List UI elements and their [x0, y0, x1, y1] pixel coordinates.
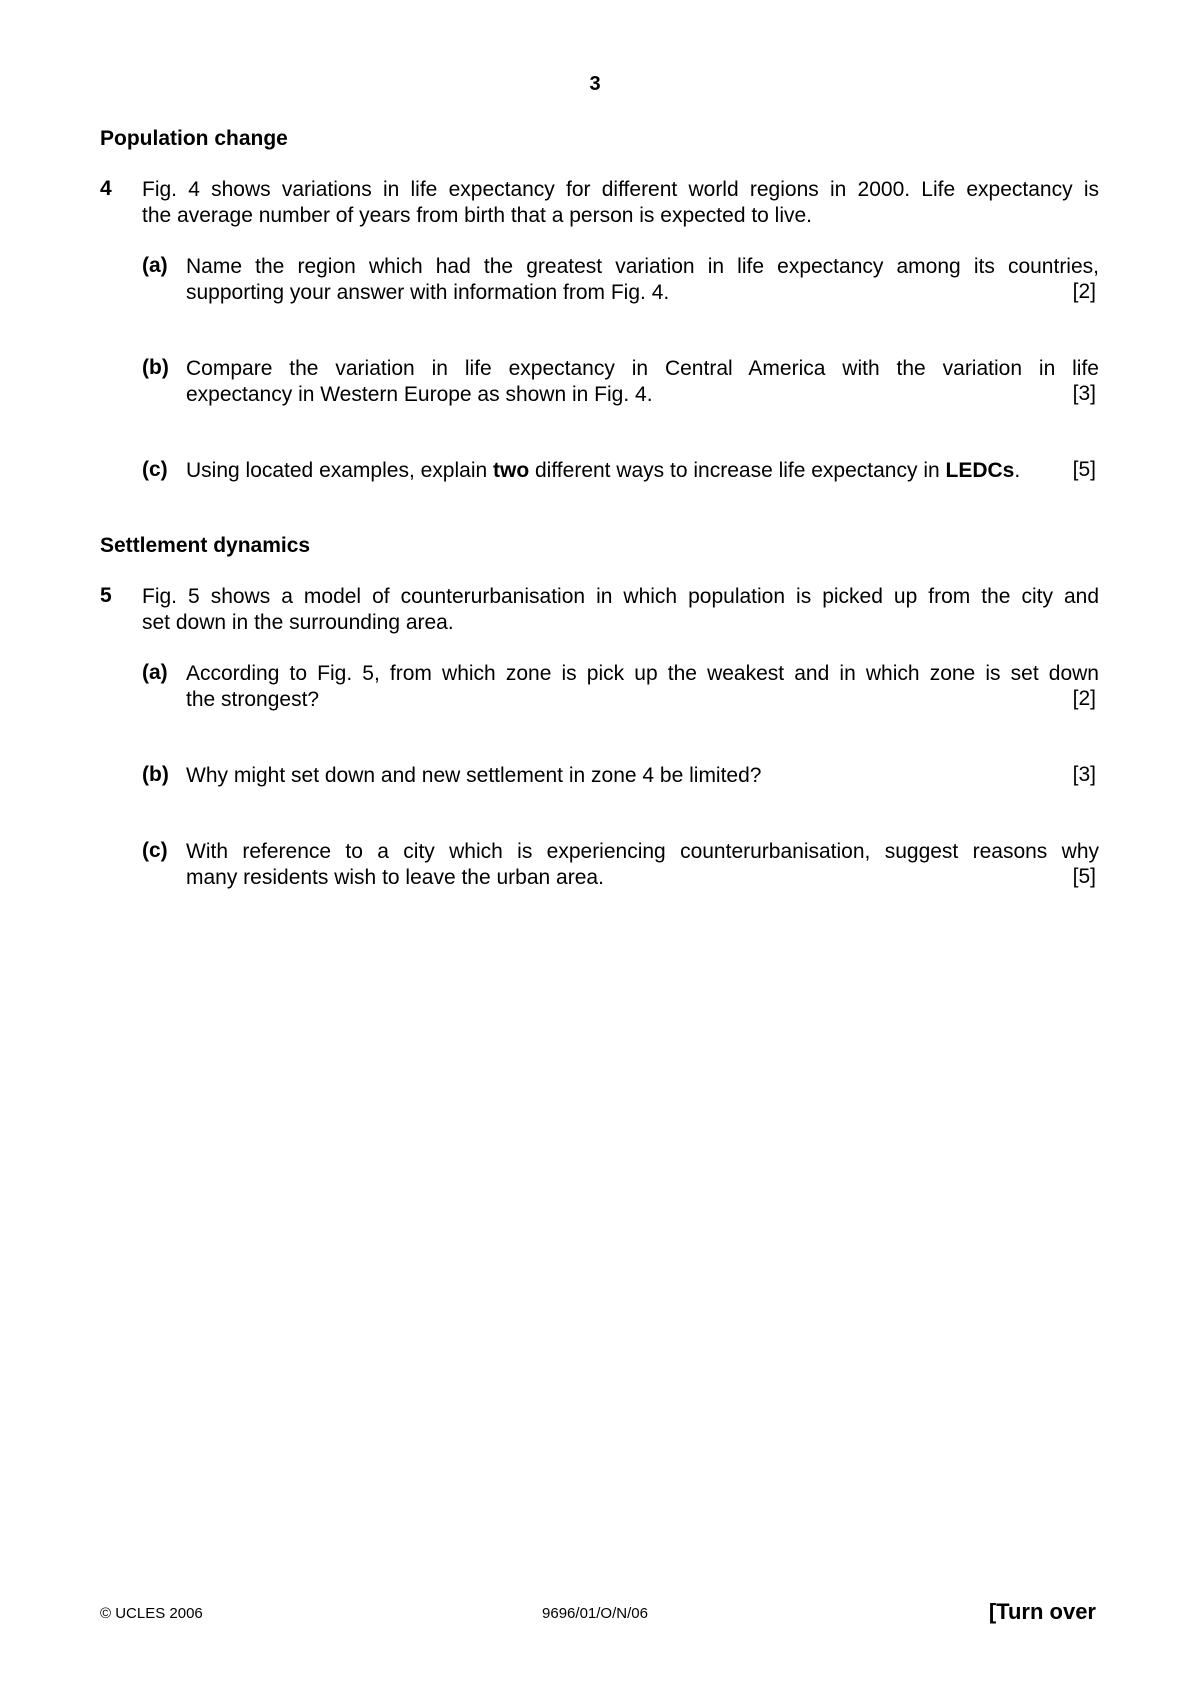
footer-turn-over: [Turn over [988, 1599, 1096, 1624]
question-number: 5 [100, 584, 112, 607]
part-text-segment: . [1014, 459, 1021, 482]
part-line: According to Fig. 5, from which zone is pick up the weakest and in which zone is set down [186, 662, 1099, 685]
part-line: expectancy in Western Europe as shown in Fig. 4. [186, 383, 653, 406]
part-line: Why might set down and new settlement in zone 4 be limited? [186, 764, 762, 787]
section-heading-population-change: Population change [100, 127, 288, 150]
part-label: (a) [142, 661, 168, 684]
footer-copyright: © UCLES 2006 [100, 1605, 203, 1622]
part-label: (b) [142, 763, 169, 786]
stem-line: Fig. 5 shows a model of counterurbanisation in which population is picked up from the city and [142, 585, 1099, 608]
part-text-segment: different ways to increase life expectancy in [529, 459, 946, 482]
part-text [186, 254, 1099, 306]
part-line: With reference to a city which is experiencing counterurbanisation, suggest reasons why [186, 840, 1099, 863]
page-number: 3 [589, 73, 601, 95]
part-label: (c) [142, 458, 168, 481]
emphasis-text: two [493, 459, 530, 482]
section-heading-settlement-dynamics: Settlement dynamics [100, 534, 311, 557]
question-stem [142, 177, 1099, 229]
part-line: many residents wish to leave the urban area. [186, 866, 604, 889]
part-label: (a) [142, 254, 168, 277]
question-number: 4 [100, 177, 112, 200]
part-text [186, 458, 1099, 484]
part-text [186, 763, 1099, 789]
question-stem [142, 584, 1099, 636]
mark-allocation: [3] [1072, 382, 1096, 405]
mark-allocation: [5] [1072, 458, 1096, 481]
mark-allocation: [3] [1072, 763, 1096, 786]
stem-line: set down in the surrounding area. [142, 611, 454, 634]
part-line: Compare the variation in life expectancy in Central America with the variation in life [186, 357, 1099, 380]
part-line: supporting your answer with information from Fig. 4. [186, 281, 670, 304]
part-text [186, 356, 1099, 408]
part-line: the strongest? [186, 688, 320, 711]
stem-line: Fig. 4 shows variations in life expectancy for different world regions in 2000. Life expectancy is [142, 178, 1099, 201]
footer-paper-code: 9696/01/O/N/06 [542, 1605, 648, 1622]
mark-allocation: [2] [1072, 280, 1096, 303]
emphasis-text: LEDCs [945, 459, 1015, 482]
part-text-segment: Using located examples, explain [186, 459, 494, 482]
stem-line: the average number of years from birth that a person is expected to live. [142, 204, 813, 227]
part-label: (c) [142, 839, 168, 862]
mark-allocation: [2] [1072, 687, 1096, 710]
part-text [186, 839, 1099, 891]
part-text [186, 661, 1099, 713]
part-label: (b) [142, 356, 169, 379]
mark-allocation: [5] [1072, 865, 1096, 888]
part-line: Name the region which had the greatest variation in life expectancy among its countries, [186, 255, 1099, 278]
